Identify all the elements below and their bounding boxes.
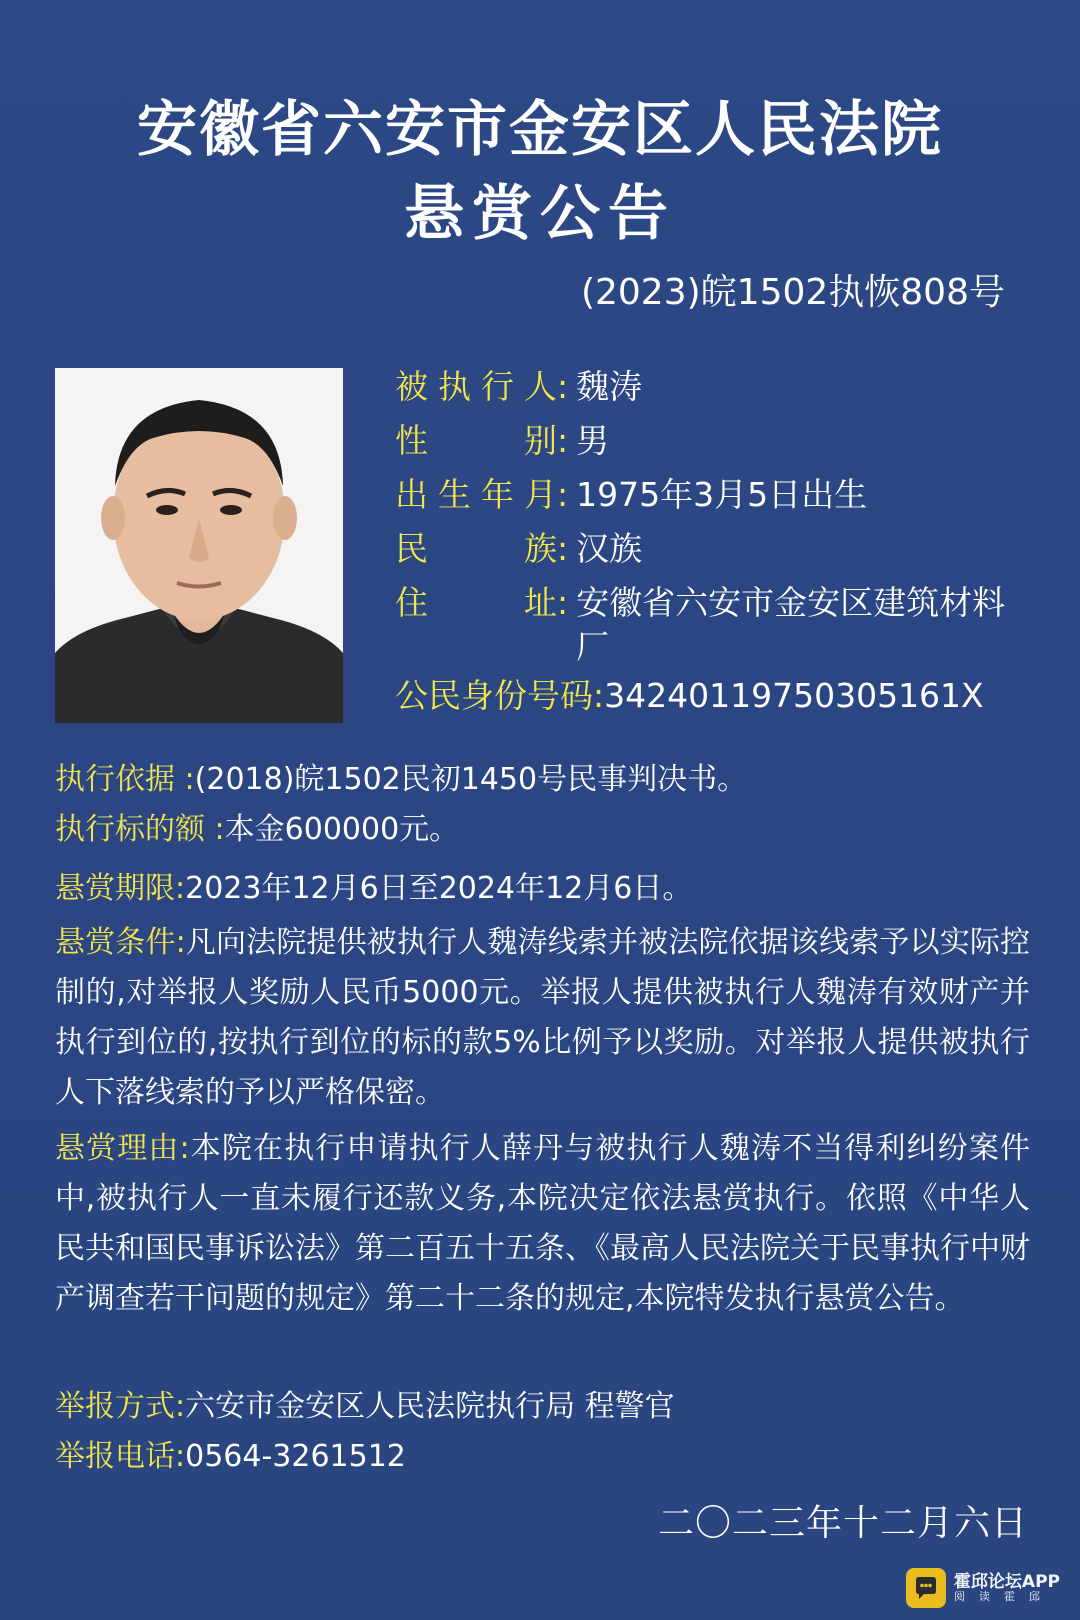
period-value: 2023年12月6日至2024年12月6日。	[185, 871, 693, 906]
person-ethnicity: 汉族	[576, 529, 643, 568]
contact-block	[55, 1382, 1030, 1482]
period-label: 悬赏期限:	[55, 871, 186, 906]
notice-subtitle: 悬赏公告	[404, 179, 676, 249]
basis-value: (2018)皖1502民初1450号民事判决书。	[194, 762, 748, 797]
app-watermark	[906, 1568, 1060, 1608]
amount-value: 本金600000元。	[224, 812, 460, 847]
address-label: 住址	[395, 583, 557, 622]
ethnicity-label: 民族	[395, 529, 557, 568]
person-info	[395, 360, 1015, 723]
id-label: 公民身份号码:	[395, 676, 605, 715]
basis-line	[55, 755, 1030, 855]
watermark-name: 霍邱论坛APP	[953, 1571, 1060, 1592]
notice-date: 二〇二三年十二月六日	[657, 1503, 1028, 1544]
person-id-number: 34240119750305161X	[604, 676, 984, 715]
condition-label: 悬赏条件:	[55, 925, 186, 960]
person-gender: 男	[576, 421, 610, 460]
birth-row	[395, 468, 1015, 522]
reason-label: 悬赏理由:	[55, 1131, 190, 1166]
contact-value: 六安市金安区人民法院执行局 程警官	[185, 1389, 675, 1424]
person-photo	[55, 368, 343, 723]
contact-label: 举报方式:	[55, 1389, 186, 1424]
birth-label: 出生年月	[395, 475, 557, 514]
address-row	[395, 576, 1015, 669]
colon: :	[557, 475, 569, 514]
chat-bubble-icon	[906, 1568, 946, 1608]
court-title: 安徽省六安市金安区人民法院	[137, 95, 943, 165]
name-row	[395, 360, 1015, 414]
gender-label: 性别	[395, 421, 557, 460]
person-address: 安徽省六安市金安区建筑材料厂	[576, 583, 1006, 666]
phone-value: 0564-3261512	[185, 1439, 406, 1474]
reason-block	[55, 1124, 1030, 1324]
id-row	[395, 669, 1015, 723]
period-line	[55, 864, 1030, 914]
person-name: 魏涛	[576, 367, 643, 406]
gender-row	[395, 414, 1015, 468]
name-label: 被执行人	[395, 367, 557, 406]
colon: :	[557, 367, 569, 406]
colon: :	[557, 583, 569, 622]
watermark-sub: 阅读霍邱	[953, 1590, 1054, 1604]
reason-text: 本院在执行申请执行人薛丹与被执行人魏涛不当得利纠纷案件中,被执行人一直未履行还款义务,本院决定依法悬赏执行。依照《中华人民共和国民事诉讼法》第二百五十五条、《最高人民法院关于民事执行中财产调查若干问题的规定》第二十二条的规定,本院特发执行悬赏公告。	[55, 1131, 1030, 1316]
amount-label: 执行标的额 :	[55, 812, 225, 847]
condition-block	[55, 918, 1030, 1118]
ethnicity-row	[395, 522, 1015, 576]
colon: :	[557, 529, 569, 568]
portrait-image	[55, 368, 343, 723]
person-birth: 1975年3月5日出生	[576, 475, 868, 514]
phone-label: 举报电话:	[55, 1439, 186, 1474]
case-number: (2023)皖1502执恢808号	[580, 272, 1005, 313]
condition-text: 凡向法院提供被执行人魏涛线索并被法院依据该线索予以实际控制的,对举报人奖励人民币5000元。举报人提供被执行人魏涛有效财产并执行到位的,按执行到位的标的款5%比例予以奖励。对举报人提供被执行人下落线索的予以严格保密。	[55, 925, 1030, 1110]
basis-label: 执行依据 :	[55, 762, 195, 797]
colon: :	[557, 421, 569, 460]
